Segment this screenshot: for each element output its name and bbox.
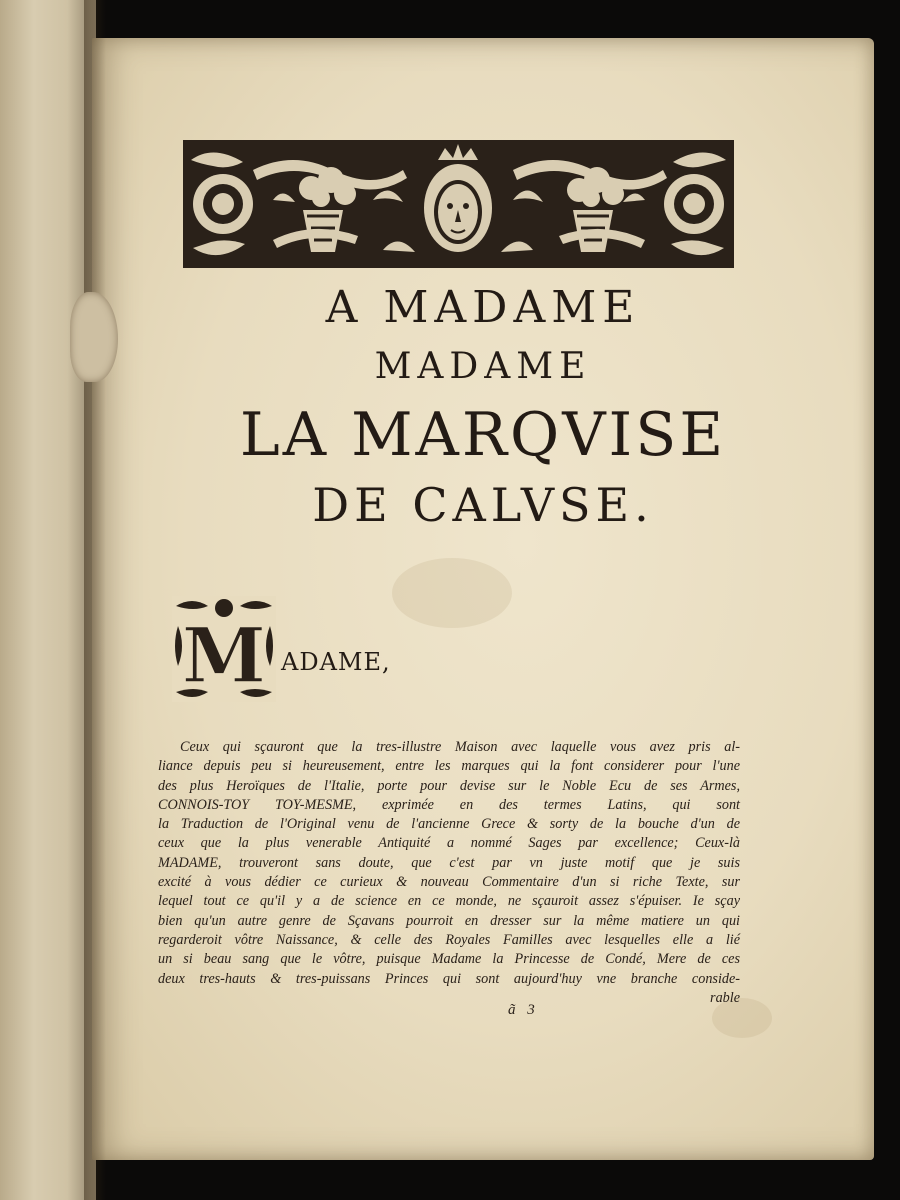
facing-page-edge bbox=[0, 0, 96, 1200]
drop-cap-letter: M bbox=[181, 611, 267, 700]
catchword: rable bbox=[710, 989, 740, 1006]
text-line: CONNOIS-TOY TOY-MESME, exprimée en des termes Latins, qui sont bbox=[158, 796, 740, 813]
text-line: bien qu'un autre genre de Sçavans pourroit en dresser sur la même matiere un qui bbox=[158, 912, 740, 929]
text-line: liance depuis peu si heureusement, entre les marques qui la font considerer pour l'une bbox=[158, 758, 740, 775]
ornamental-initial bbox=[172, 596, 276, 702]
salutation: ADAME, bbox=[281, 648, 391, 676]
text-line: excité à vous dédier ce curieux & nouveau Commentaire d'un si riche Texte, sur bbox=[158, 874, 740, 891]
text-line: des plus Heroïques de l'Italie, porte pour devise sur le Noble Ecu de ses Armes, bbox=[158, 777, 740, 794]
text-line: Ceux qui sçauront que la tres-illustre Maison avec laquelle vous avez pris al- bbox=[180, 739, 740, 755]
text-line: deux tres-hauts & tres-puissans Princes qui sont aujourd'huy vne branche conside- bbox=[158, 970, 740, 987]
gutter-shadow bbox=[84, 0, 106, 1200]
text-line: MADAME, trouveront sans doute, que c'est par vn juste motif que je suis bbox=[158, 854, 740, 871]
dedication-text bbox=[158, 738, 740, 1008]
text-line: regarderoit vôtre Naissance, & celle des Royales Familles avec lesquelles elle a lié bbox=[158, 931, 740, 948]
title-line-4: DE CALVSE. bbox=[312, 478, 654, 532]
text-line: un si beau sang que le vôtre, puisque Madame la Princesse de Condé, Mere de ces bbox=[158, 951, 740, 968]
text-line: la Traduction de l'Original venu de l'ancienne Grece & sorty de la bouche d'un de bbox=[158, 816, 740, 833]
title-line-3: LA MARQVISE bbox=[239, 400, 727, 470]
title-line-2: MADAME bbox=[374, 346, 592, 387]
title-line-1: A MADAME bbox=[325, 282, 641, 333]
signature-mark: ã 3 bbox=[508, 1002, 539, 1018]
text-line: ceux que la plus venerable Antiquité a nommé Sages par excellence; Ceux-là bbox=[158, 835, 740, 852]
text-line: lequel tout ce qu'il y a de science en ce monde, ne sçauroit assez s'épuiser. Ie sçay bbox=[158, 893, 740, 910]
ornamental-headpiece bbox=[183, 140, 734, 268]
